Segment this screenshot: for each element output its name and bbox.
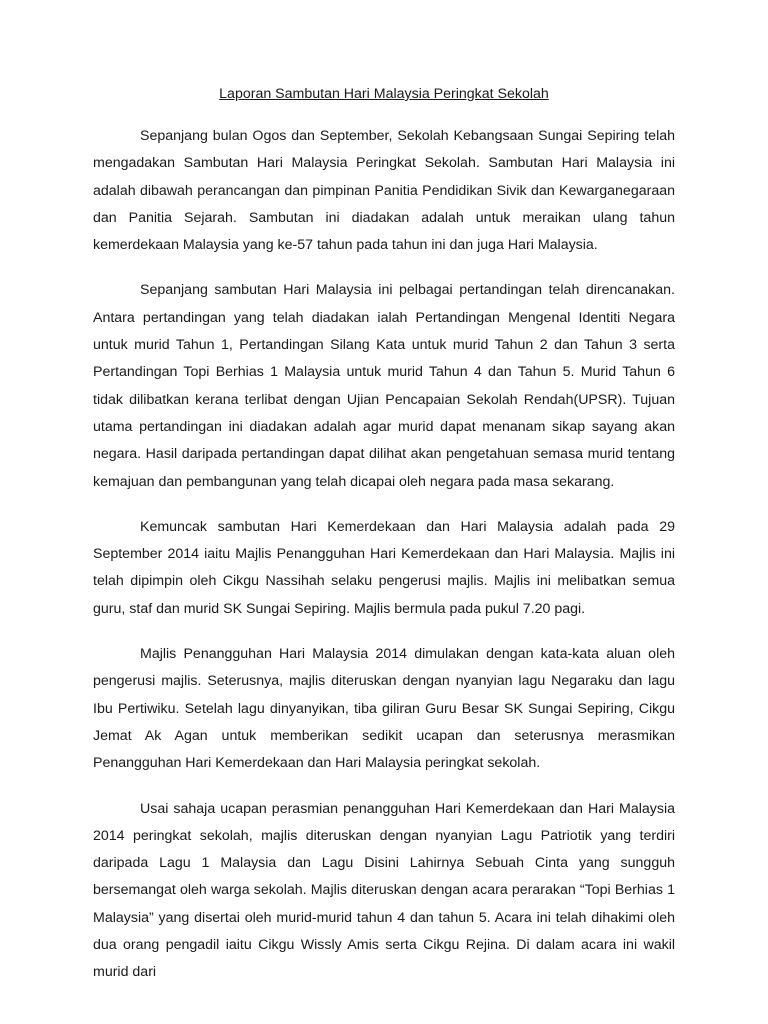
- paragraph-2: Sepanjang sambutan Hari Malaysia ini pelbagai pertandingan telah direncanakan. Antara pertandingan yang telah diadakan ialah Pertandingan Mengenal Identiti Negara untuk murid Tahun 1, Pertandingan Silang Kata untuk murid Tahun 2 dan Tahun 3 serta Pertandingan Topi Berhias 1 Malaysia untuk murid Tahun 4 dan Tahun 5. Murid Tahun 6 tidak dilibatkan kerana terlibat dengan Ujian Pencapaian Sekolah Rendah(UPSR). Tujuan utama pertandingan ini diadakan adalah agar murid dapat menanam sikap sayang akan negara. Hasil daripada pertandingan dapat dilihat akan pengetahuan semasa murid tentang kemajuan dan pembangunan yang telah dicapai oleh negara pada masa sekarang.: [93, 282, 675, 490]
- paragraph-3: Kemuncak sambutan Hari Kemerdekaan dan Hari Malaysia adalah pada 29 September 2014 iaitu Majlis Penangguhan Hari Kemerdekaan dan Hari Malaysia. Majlis ini telah dipimpin oleh Cikgu Nassihah selaku pengerusi majlis. Majlis ini melibatkan semua guru, staf dan murid SK Sungai Sepiring. Majlis bermula pada pukul 7.20 pagi.: [93, 518, 675, 617]
- paragraph-4: Majlis Penangguhan Hari Malaysia 2014 dimulakan dengan kata-kata aluan oleh pengerusi majlis. Seterusnya, majlis diteruskan dengan nyanyian lagu Negaraku dan lagu Ibu Pertiwiku. Setelah lagu dinyanyikan, tiba giliran Guru Besar SK Sungai Sepiring, Cikgu Jemat Ak Agan untuk memberikan sedikit ucapan dan seterusnya merasmikan Penangguhan Hari Kemerdekaan dan Hari Malaysia peringkat sekolah.: [93, 646, 675, 772]
- paragraph-1: Sepanjang bulan Ogos dan September, Sekolah Kebangsaan Sungai Sepiring telah mengadakan Sambutan Hari Malaysia Peringkat Sekolah. Sambutan Hari Malaysia ini adalah dibawah perancangan dan pimpinan Panitia Pendidikan Sivik dan Kewarganegaraan dan Panitia Sejarah. Sambutan ini diadakan adalah untuk meraikan ulang tahun kemerdekaan Malaysia yang ke-57 tahun pada tahun ini dan juga Hari Malaysia.: [93, 128, 675, 254]
- document-title: Laporan Sambutan Hari Malaysia Peringkat Sekolah: [219, 86, 549, 102]
- paragraph-5: Usai sahaja ucapan perasmian penangguhan Hari Kemerdekaan dan Hari Malaysia 2014 peringkat sekolah, majlis diteruskan dengan nyanyian Lagu Patriotik yang terdiri daripada Lagu 1 Malaysia dan Lagu Disini Lahirnya Sebuah Cinta yang sungguh bersemangat oleh warga sekolah. Majlis diteruskan dengan acara perarakan “Topi Berhias 1 Malaysia” yang disertai oleh murid-murid tahun 4 dan tahun 5. Acara ini telah dihakimi oleh dua orang pengadil iaitu Cikgu Wissly Amis serta Cikgu Rejina. Di dalam acara ini wakil murid dari: [93, 800, 675, 981]
